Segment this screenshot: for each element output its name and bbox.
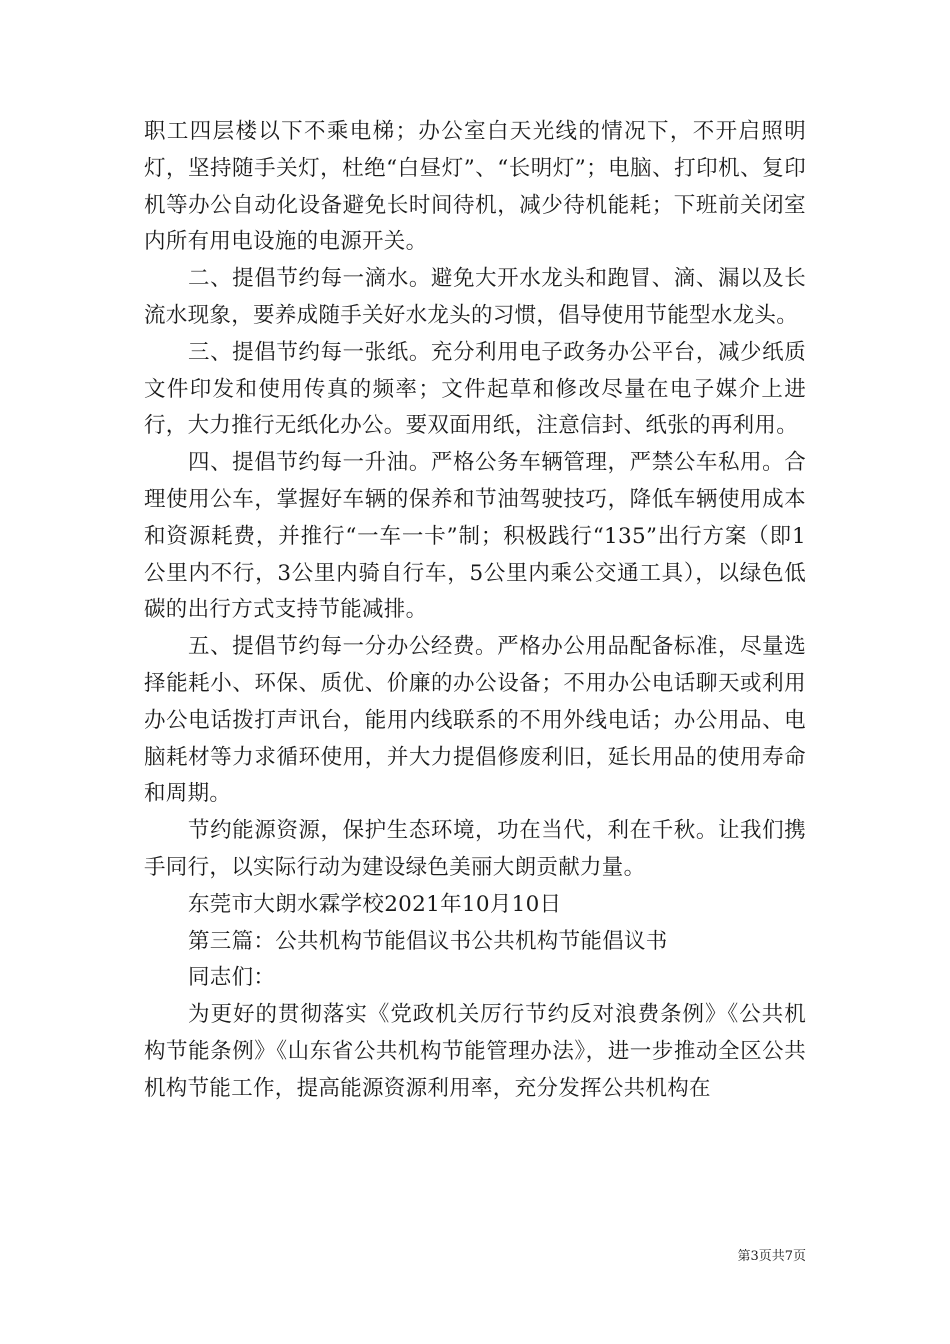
salutation: 同志们： <box>188 965 276 991</box>
paragraph-continuation: 职工四层楼以下不乘电梯；办公室白天光线的情况下，不开启照明灯，坚持随手关灯，杜绝“白昼灯”、“长明灯”；电脑、打印机、复印机等办公自动化设备避免长时间待机，减少待机能耗；下班前关闭室内所有用电设施的电源开关。 <box>144 119 806 255</box>
paragraph-save-funds: 五、提倡节约每一分办公经费。严格办公用品配备标准，尽量选择能耗小、环保、质优、价廉的办公设备；不用办公电话聊天或利用办公电话拨打声讯台，能用内线联系的不用外线电话；办公用品、电脑耗材等力求循环使用，并大力提倡修废利旧，延长用品的使用寿命和周期。 <box>144 634 806 807</box>
paragraph-save-paper: 三、提倡节约每一张纸。充分利用电子政务办公平台，减少纸质文件印发和使用传真的频率；文件起草和修改尽量在电子媒介上进行，大力推行无纸化办公。要双面用纸，注意信封、纸张的再利用。 <box>144 339 806 439</box>
paragraph-save-water: 二、提倡节约每一滴水。避免大开水龙头和跑冒、滴、漏以及长流水现象，要养成随手关好水龙头的习惯，倡导使用节能型水龙头。 <box>144 266 806 328</box>
paragraph-save-oil: 四、提倡节约每一升油。严格公务车辆管理，严禁公车私用。合理使用公车，掌握好车辆的保养和节油驾驶技巧，降低车辆使用成本和资源耗费，并推行“一车一卡”制；积极践行“135”出行方案（即1公里内不行，3公里内骑自行车，5公里内乘公交通工具），以绿色低碳的出行方式支持节能减排。 <box>144 450 806 623</box>
document-body <box>144 114 806 1108</box>
signature-line: 东莞市大朗水霖学校2021年10月10日 <box>188 891 562 917</box>
paragraph-intro: 为更好的贯彻落实《党政机关厉行节约反对浪费条例》《公共机构节能条例》《山东省公共机构节能管理办法》，进一步推动全区公共机构节能工作，提高能源资源利用率，充分发挥公共机构在 <box>144 1002 806 1101</box>
paragraph-closing: 节约能源资源，保护生态环境，功在当代，利在千秋。让我们携手同行，以实际行动为建设绿色美丽大朗贡献力量。 <box>144 818 806 880</box>
section-heading: 第三篇：公共机构节能倡议书公共机构节能倡议书 <box>188 928 668 954</box>
page-number: 第3页共7页 <box>737 1249 806 1264</box>
